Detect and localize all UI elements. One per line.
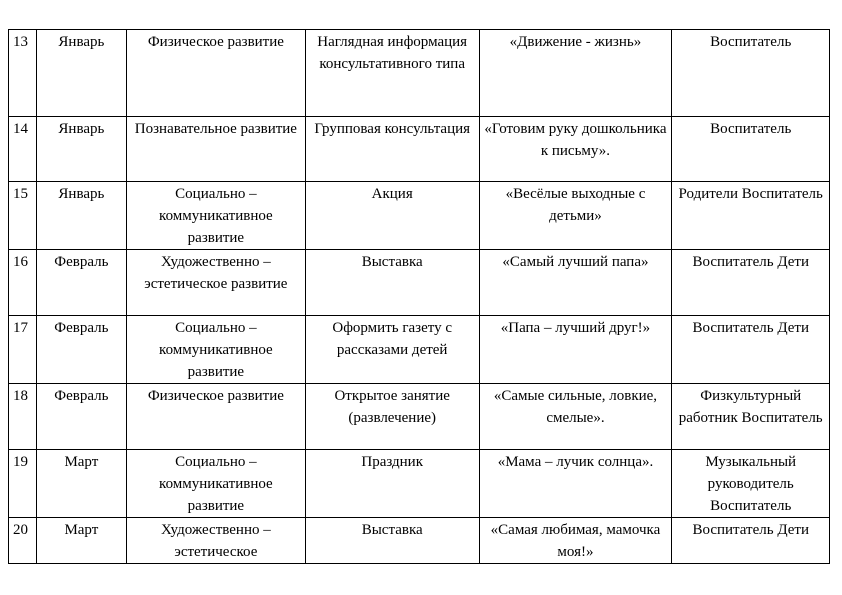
form-cell: Акция <box>305 182 479 250</box>
area-cell: Социально – коммуникативное развитие <box>126 450 305 518</box>
form-cell: Групповая консультация <box>305 117 479 182</box>
month-cell: Март <box>36 450 126 518</box>
area-cell: Социально – коммуникативное развитие <box>126 182 305 250</box>
month-cell: Февраль <box>36 316 126 384</box>
month-cell: Март <box>36 518 126 564</box>
responsible-cell: Воспитатель Дети <box>672 316 830 384</box>
form-cell: Наглядная информация консультативного типа <box>305 30 479 117</box>
title-cell: «Мама – лучик солнца». <box>479 450 672 518</box>
responsible-cell: Воспитатель Дети <box>672 518 830 564</box>
title-cell: «Папа – лучший друг!» <box>479 316 672 384</box>
area-cell: Художественно – эстетическое <box>126 518 305 564</box>
month-cell: Февраль <box>36 384 126 450</box>
form-cell: Оформить газету с рассказами детей <box>305 316 479 384</box>
table-row <box>9 117 830 182</box>
responsible-cell: Музыкальный руководитель Воспитатель <box>672 450 830 518</box>
row-number: 20 <box>9 518 37 564</box>
title-cell: «Самая любимая, мамочка моя!» <box>479 518 672 564</box>
row-number: 19 <box>9 450 37 518</box>
row-number: 18 <box>9 384 37 450</box>
form-cell: Праздник <box>305 450 479 518</box>
month-cell: Февраль <box>36 250 126 316</box>
title-cell: «Готовим руку дошкольника к письму». <box>479 117 672 182</box>
responsible-cell: Физкультурный работник Воспитатель <box>672 384 830 450</box>
responsible-cell: Воспитатель <box>672 30 830 117</box>
form-cell: Открытое занятие (развлечение) <box>305 384 479 450</box>
month-cell: Январь <box>36 30 126 117</box>
area-cell: Познавательное развитие <box>126 117 305 182</box>
area-cell: Физическое развитие <box>126 30 305 117</box>
table-row <box>9 182 830 250</box>
responsible-cell: Воспитатель <box>672 117 830 182</box>
table-row <box>9 316 830 384</box>
row-number: 14 <box>9 117 37 182</box>
table-row <box>9 450 830 518</box>
table-row <box>9 250 830 316</box>
row-number: 17 <box>9 316 37 384</box>
responsible-cell: Родители Воспитатель <box>672 182 830 250</box>
title-cell: «Самые сильные, ловкие, смелые». <box>479 384 672 450</box>
table-row <box>9 518 830 564</box>
area-cell: Социально – коммуникативное развитие <box>126 316 305 384</box>
responsible-cell: Воспитатель Дети <box>672 250 830 316</box>
month-cell: Январь <box>36 117 126 182</box>
form-cell: Выставка <box>305 250 479 316</box>
title-cell: «Движение - жизнь» <box>479 30 672 117</box>
form-cell: Выставка <box>305 518 479 564</box>
title-cell: «Самый лучший папа» <box>479 250 672 316</box>
title-cell: «Весёлые выходные с детьми» <box>479 182 672 250</box>
area-cell: Художественно – эстетическое развитие <box>126 250 305 316</box>
events-table <box>8 29 830 564</box>
table-row <box>9 384 830 450</box>
row-number: 16 <box>9 250 37 316</box>
area-cell: Физическое развитие <box>126 384 305 450</box>
table-row <box>9 30 830 117</box>
row-number: 15 <box>9 182 37 250</box>
month-cell: Январь <box>36 182 126 250</box>
row-number: 13 <box>9 30 37 117</box>
